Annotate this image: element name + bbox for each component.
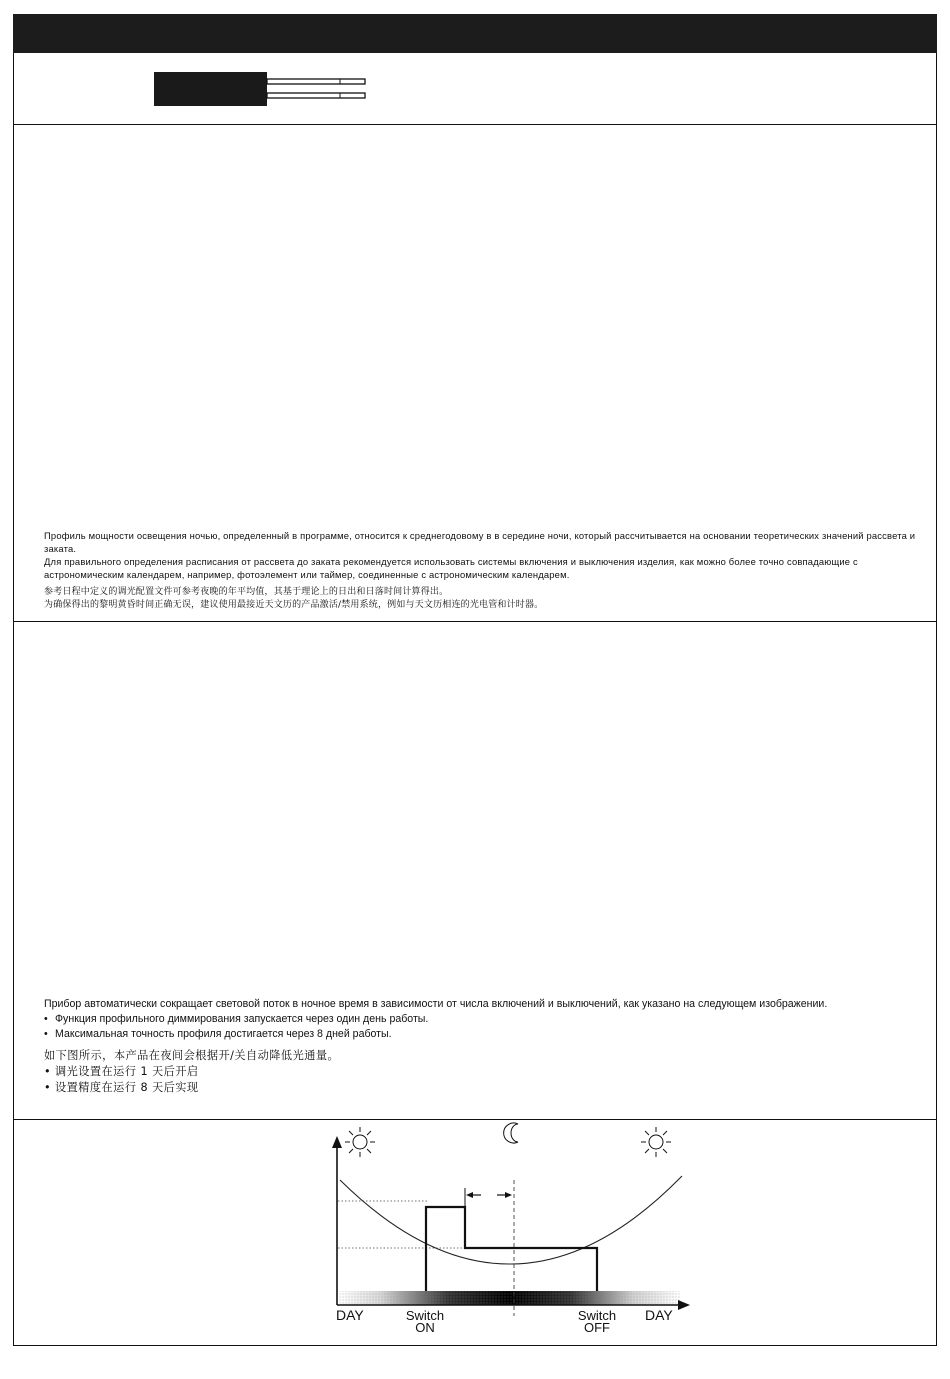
sun-icon: [641, 1127, 671, 1157]
power-profile-line: [426, 1207, 597, 1291]
y-axis-arrow: [332, 1136, 342, 1148]
shift-arrowhead-right: [505, 1192, 512, 1198]
label-switch-on: Switch: [405, 1308, 445, 1323]
zh-intro: 如下图所示，本产品在夜间会根据开/关自动降低光通量。: [44, 1049, 340, 1062]
zh-bullet: • 设置精度在运行 8 天后实现: [44, 1080, 914, 1096]
label-switch-off: OFF: [584, 1320, 610, 1335]
ru-paragraph: Для правильного определения расписания от рассвета до заката рекомендуется использовать системы включения и выключения изделия, как можно более точно совпадающие с астрономическим календарем, например, фотоэлемент или таймер, соединенные с астрономическим календарем.: [44, 556, 858, 580]
x-axis-arrow: [678, 1300, 690, 1310]
zh-paragraph: 参考日程中定义的调光配置文件可参考夜晚的年平均值，其基于理论上的日出和日落时间计算得出。: [44, 587, 449, 597]
shift-arrowhead-left: [466, 1192, 473, 1198]
moon-icon: [504, 1123, 518, 1143]
zh-paragraph: 为确保得出的黎明黄昏时间正确无误，建议使用最接近天文历的产品激活/禁用系统，例如与天文历相连的光电管和计时器。: [44, 600, 544, 610]
label-switch-off: Switch: [577, 1308, 617, 1323]
ru-bullet: • Максимальная точность профиля достигается через 8 дней работы.: [44, 1027, 914, 1042]
sun-icon: [345, 1127, 375, 1157]
ru-paragraph: Профиль мощности освещения ночью, определенный в программе, относится к среднегодовому в в середине ночи, который рассчитывается на основании теоретических значений рассвета и заката.: [44, 530, 916, 554]
zh-bullet: • 调光设置在运行 1 天后开启: [44, 1064, 914, 1080]
label-day-right: DAY: [645, 1307, 673, 1323]
ru-intro: Прибор автоматически сокращает световой поток в ночное время в зависимости от числа включений и выключений, как указано на следующем изображении.: [44, 998, 828, 1010]
sun-path-curve: [340, 1176, 682, 1264]
label-day-left: DAY: [336, 1307, 364, 1323]
ru-bullet: • Функция профильного диммирования запускается через один день работы.: [44, 1012, 914, 1027]
label-switch-on: ON: [415, 1320, 435, 1335]
night-bar-texture: [339, 1291, 681, 1305]
